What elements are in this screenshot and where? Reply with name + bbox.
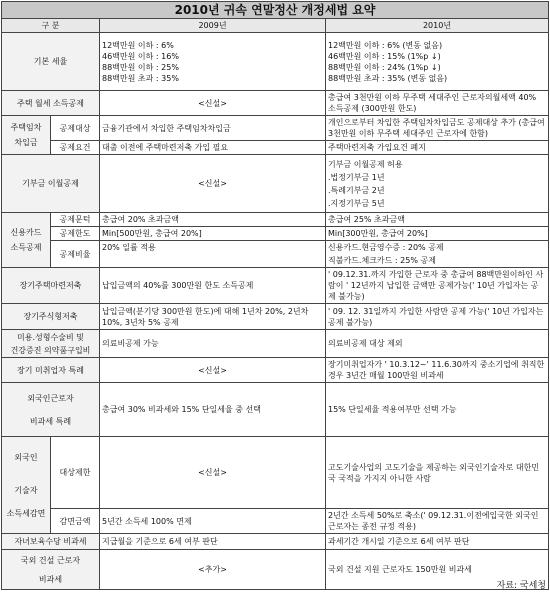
table-row [2,155,549,213]
child-2009: 지급월을 기준으로 6세 여부 판단 [100,534,326,550]
cell-line: 12백만원 이하 : 6% (변동 없음) [328,40,443,50]
cell-line: 88백만원 초과 : 35% (변동 없음) [328,73,448,83]
credit-threshold-2009: 총급여 20% 초과금액 [100,213,326,227]
source-note: 자료: 국세청 [496,581,546,591]
title-row [2,2,549,19]
foreign-tech-target-2010: 고도기술사업의 고도기술을 제공하는 외국인기술자로 대한민국 국적을 가지지 아니한 사람 [326,437,549,509]
cell-line: 88백만원 이하 : 25% [102,62,179,72]
row-label-cosmetic [2,330,100,358]
cell-line: 소득세감면 [6,508,46,518]
stock-saving-2010: ' 09. 12. 31일까지 가입한 사람만 공제 가능(' 10년 가입자는 공제 불가능) [326,304,549,330]
cell-line: 차입금 [14,138,38,147]
basic-tax-2010 [326,33,549,91]
table-title: 2010년 귀속 연말정산 개정세법 요약 [2,2,549,19]
foreign-tech-target-2009: <신설> [100,437,326,509]
housing-loan-target-2009: 금융기관에서 차입한 주택임차차입금 [100,116,326,141]
credit-limit-2009: Min[500만원, 총급여 20%] [100,227,326,241]
cell-line: 미용.성형수술비 및 [17,332,84,342]
cosmetic-2009: 의료비공제 가능 [100,330,326,358]
header-row [2,19,549,33]
cell-line: 신용카드.현금영수증 : 20% 공제 [328,243,444,252]
table-row [2,509,549,534]
row-label-basic-tax: 기본 세율 [2,33,100,91]
table-row [2,383,549,437]
row-label-foreign-worker [2,383,100,437]
sub-label-rate: 공제비율 [51,241,100,268]
donation-2010 [326,155,549,213]
cell-line: 88백만원 초과 : 35% [102,73,179,83]
cell-line: 46백만원 이하 : 16% [102,51,179,61]
cell-line: 비과세 특례 [29,416,72,426]
table-row [2,227,549,241]
row-label-housing-loan [2,116,51,155]
table-row [2,358,549,383]
cell-line: 주택임차 [10,123,42,132]
cell-line: 외국인 [14,452,38,462]
row-label-credit-card [2,213,51,268]
sub-label-deduction-requirement: 공제요건 [51,141,100,155]
cell-line: .특례기부금 2년 [328,185,385,195]
housing-loan-target-2010: 개인으로부터 차입한 주택임차차입금도 공제대상 추가 (총급여 3천만원 이하 무주택 세대주인 근로자에 한함) [326,116,549,141]
cell-line: 외국인근로자 [27,393,74,403]
credit-limit-2010: Min[300만원, 총급여 20%] [326,227,549,241]
sme-2009: <신설> [100,358,326,383]
row-label-stock-saving: 장기주식형저축 [2,304,100,330]
rent-2009: <신설> [100,91,326,116]
credit-threshold-2010: 총급여 25% 초과금액 [326,213,549,227]
sub-label-threshold: 공제문턱 [51,213,100,227]
cell-line: .법정기부금 1년 [328,172,385,182]
row-label-mortgage: 장기주택마련저축 [2,268,100,304]
foreign-tech-reduction-2010: 2년간 소득세 50%로 축소(' 09.12.31.이전에입국한 외국인 근로자는 종전 규정 적용) [326,509,549,534]
cell-line: 12백만원 이하 : 6% [102,40,174,50]
table-row [2,268,549,304]
cell-line: 기부금 이월공제 허용 [328,159,403,169]
row-label-sme: 장기 미취업자 특례 [2,358,100,383]
header-2009: 2009년 [100,19,326,33]
cell-line: 신용카드 [10,228,42,237]
sme-2010: 장기미취업자가 ' 10.3.12~' 11.6.30까지 중소기업에 취직한 경우 3년간 매월 100만원 비과세 [326,358,549,383]
child-2010: 과세기간 개시일 기준으로 6세 여부 판단 [326,534,549,550]
sub-label-limit: 공제한도 [51,227,100,241]
row-label-child: 자녀보육수당 비과세 [2,534,100,550]
row-label-overseas [2,550,100,590]
table-row [2,550,549,590]
housing-loan-req-2009: 대출 이전에 주택마련저축 가입 필요 [100,141,326,155]
mortgage-2010: ' 09.12.31.까지 가입한 근로자 중 총급여 88백만원이하인 사람이 ' 12년까지 납입한 금액만 공제가능(' 10년 가입자는 공제 불가능) [326,268,549,304]
row-label-rent: 주택 월세 소득공제 [2,91,100,116]
cosmetic-2010: 의료비공제 대상 제외 [326,330,549,358]
basic-tax-2009 [100,33,326,91]
tax-summary-table [1,1,549,590]
sub-label-reduction: 감면금액 [51,509,100,534]
credit-rate-2009: 20% 일률 적용 [100,241,326,268]
cell-line: 기술자 [14,485,38,495]
header-category: 구 분 [2,19,100,33]
row-label-donation: 기부금 이월공제 [2,155,100,213]
table-row [2,534,549,550]
stock-saving-2009: 납입금액(분기당 300만원 한도)에 대해 1년차 20%, 2년차 10%, 3년차 5% 공제 [100,304,326,330]
cell-line: 46백만원 이하 : 15% (1%p ↓) [328,51,441,61]
cell-line: .지정기부금 5년 [328,198,385,208]
overseas-2010: 국외 건설 지원 근로자도 150만원 비과세 [326,550,549,590]
table-row [2,241,549,268]
foreign-worker-2009: 총급여 30% 비과세와 15% 단일세율 중 선택 [100,383,326,437]
mortgage-2009: 납입금액의 40%를 300만원 한도 소득공제 [100,268,326,304]
cell-line: 소득공제 [10,243,42,252]
table-row [2,91,549,116]
header-2010: 2010년 [326,19,549,33]
foreign-worker-2010: 15% 단일세율 적용여부만 선택 가능 [326,383,549,437]
table-row [2,213,549,227]
cell-line: 직불카드.체크카드 : 25% 공제 [328,256,436,265]
table-row [2,437,549,509]
cell-line: 비과세 [38,574,63,584]
table-row [2,141,549,155]
donation-2009: <신설> [100,155,326,213]
table-row [2,116,549,141]
sub-label-target-limit: 대상제한 [51,437,100,509]
credit-rate-2010 [326,241,549,268]
sub-label-deduction-target: 공제대상 [51,116,100,141]
cell-line: 88백만원 이하 : 24% (1%p ↓) [328,62,441,72]
housing-loan-req-2010: 주택마련저축 가입요건 폐지 [326,141,549,155]
foreign-tech-reduction-2009: 5년간 소득세 100% 면제 [100,509,326,534]
overseas-2009: <추가> [100,550,326,590]
table-row [2,304,549,330]
row-label-foreign-tech [2,437,51,534]
cell-line: 건강증진 의약품구입비 [10,345,91,355]
rent-2010: 총급여 3천만원 이하 무주택 세대주인 근로자의월세액 40% 소득공제 (300만원 한도) [326,91,549,116]
cell-line: 국외 건설 근로자 [20,555,81,565]
table-row [2,330,549,358]
table-row [2,33,549,91]
